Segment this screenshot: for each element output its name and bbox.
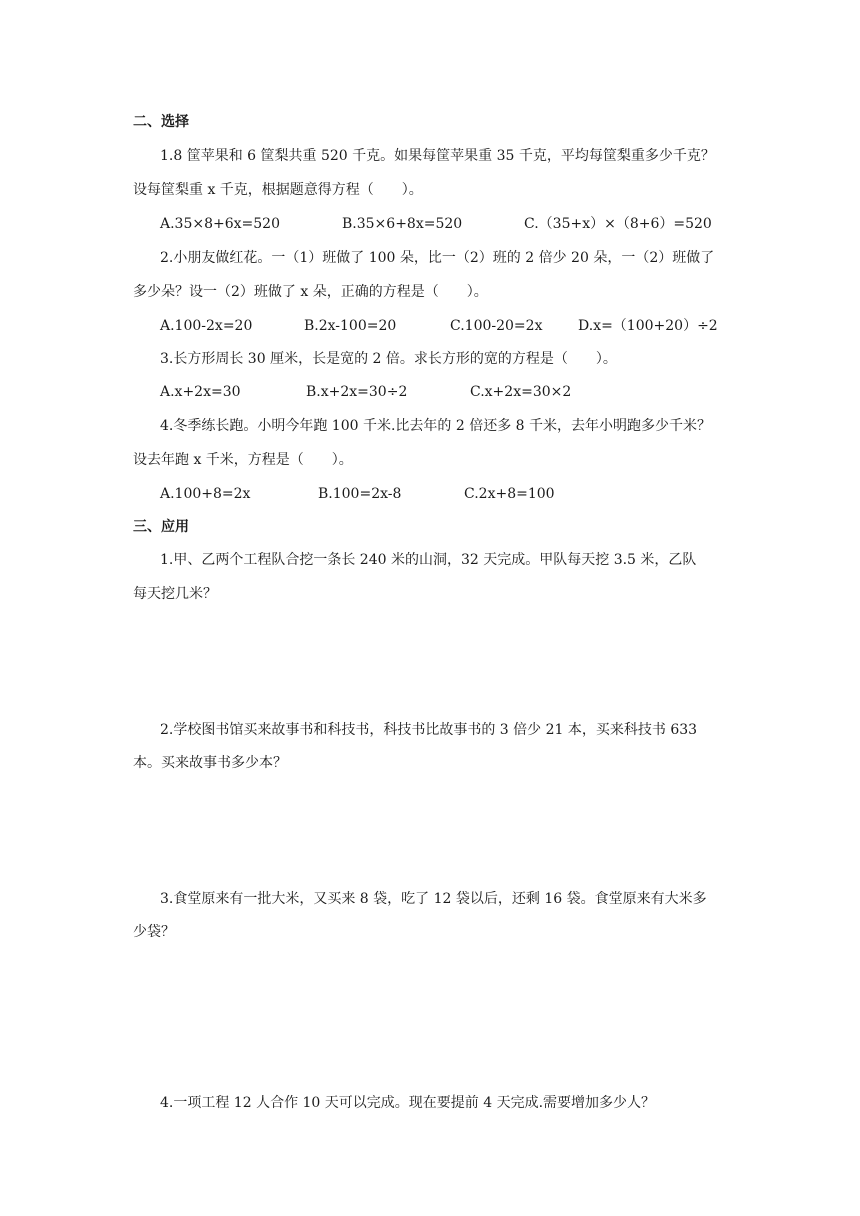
question-2-option-b: B.2x-100=20: [304, 318, 397, 334]
question-2-option-a: A.100-2x=20: [160, 318, 253, 334]
section-heading-choice: 二、选择: [133, 114, 189, 130]
problem-1-line-2: 每天挖几米？: [133, 586, 217, 602]
question-1-option-c: C.（35+x）×（8+6）=520: [524, 216, 712, 232]
problem-3-line-2: 少袋？: [133, 924, 175, 940]
question-4-option-b: B.100=2x-8: [318, 486, 402, 502]
problem-2-line-1: 2.学校图书馆买来故事书和科技书，科技书比故事书的 3 倍少 21 本，买来科技书 633: [160, 722, 698, 738]
question-4-option-c: C.2x+8=100: [464, 486, 555, 502]
problem-1-line-1: 1.甲、乙两个工程队合挖一条长 240 米的山洞，32 天完成。甲队每天挖 3.5 米，乙队: [160, 552, 697, 568]
question-4-option-a: A.100+8=2x: [160, 486, 251, 502]
question-1-option-b: B.35×6+8x=520: [342, 216, 463, 232]
question-3-line-1: 3.长方形周长 30 厘米，长是宽的 2 倍。求长方形的宽的方程是（ ）。: [160, 351, 617, 367]
question-3-option-a: A.x+2x=30: [160, 384, 241, 400]
question-2-option-d: D.x=（100+20）÷2: [578, 318, 718, 334]
question-1-option-a: A.35×8+6x=520: [160, 216, 280, 232]
question-2-line-1: 2.小朋友做红花。一（1）班做了 100 朵，比一（2）班的 2 倍少 20 朵，一（2）班做了: [160, 250, 715, 266]
question-2-option-c: C.100-20=2x: [450, 318, 543, 334]
problem-3-line-1: 3.食堂原来有一批大米，又买来 8 袋，吃了 12 袋以后，还剩 16 袋。食堂原来有大米多: [160, 891, 707, 907]
problem-4-line-1: 4.一项工程 12 人合作 10 天可以完成。现在要提前 4 天完成.需要增加多少人？: [160, 1095, 656, 1111]
question-1-line-1: 1.8 筐苹果和 6 筐梨共重 520 千克。如果每筐苹果重 35 千克，平均每筐梨重多少千克？: [160, 148, 715, 164]
question-3-option-b: B.x+2x=30÷2: [306, 384, 408, 400]
question-1-line-2: 设每筐梨重 x 千克，根据题意得方程（ ）。: [133, 182, 423, 198]
section-heading-application: 三、应用: [133, 519, 189, 535]
question-4-line-1: 4.冬季练长跑。小明今年跑 100 千米.比去年的 2 倍还多 8 千米，去年小明跑多少千米？: [160, 418, 712, 434]
question-4-line-2: 设去年跑 x 千米，方程是（ ）。: [133, 452, 353, 468]
problem-2-line-2: 本。买来故事书多少本？: [133, 755, 287, 771]
question-2-line-2: 多少朵？设一（2）班做了 x 朵，正确的方程是（ ）。: [133, 284, 488, 300]
question-3-option-c: C.x+2x=30×2: [470, 384, 572, 400]
